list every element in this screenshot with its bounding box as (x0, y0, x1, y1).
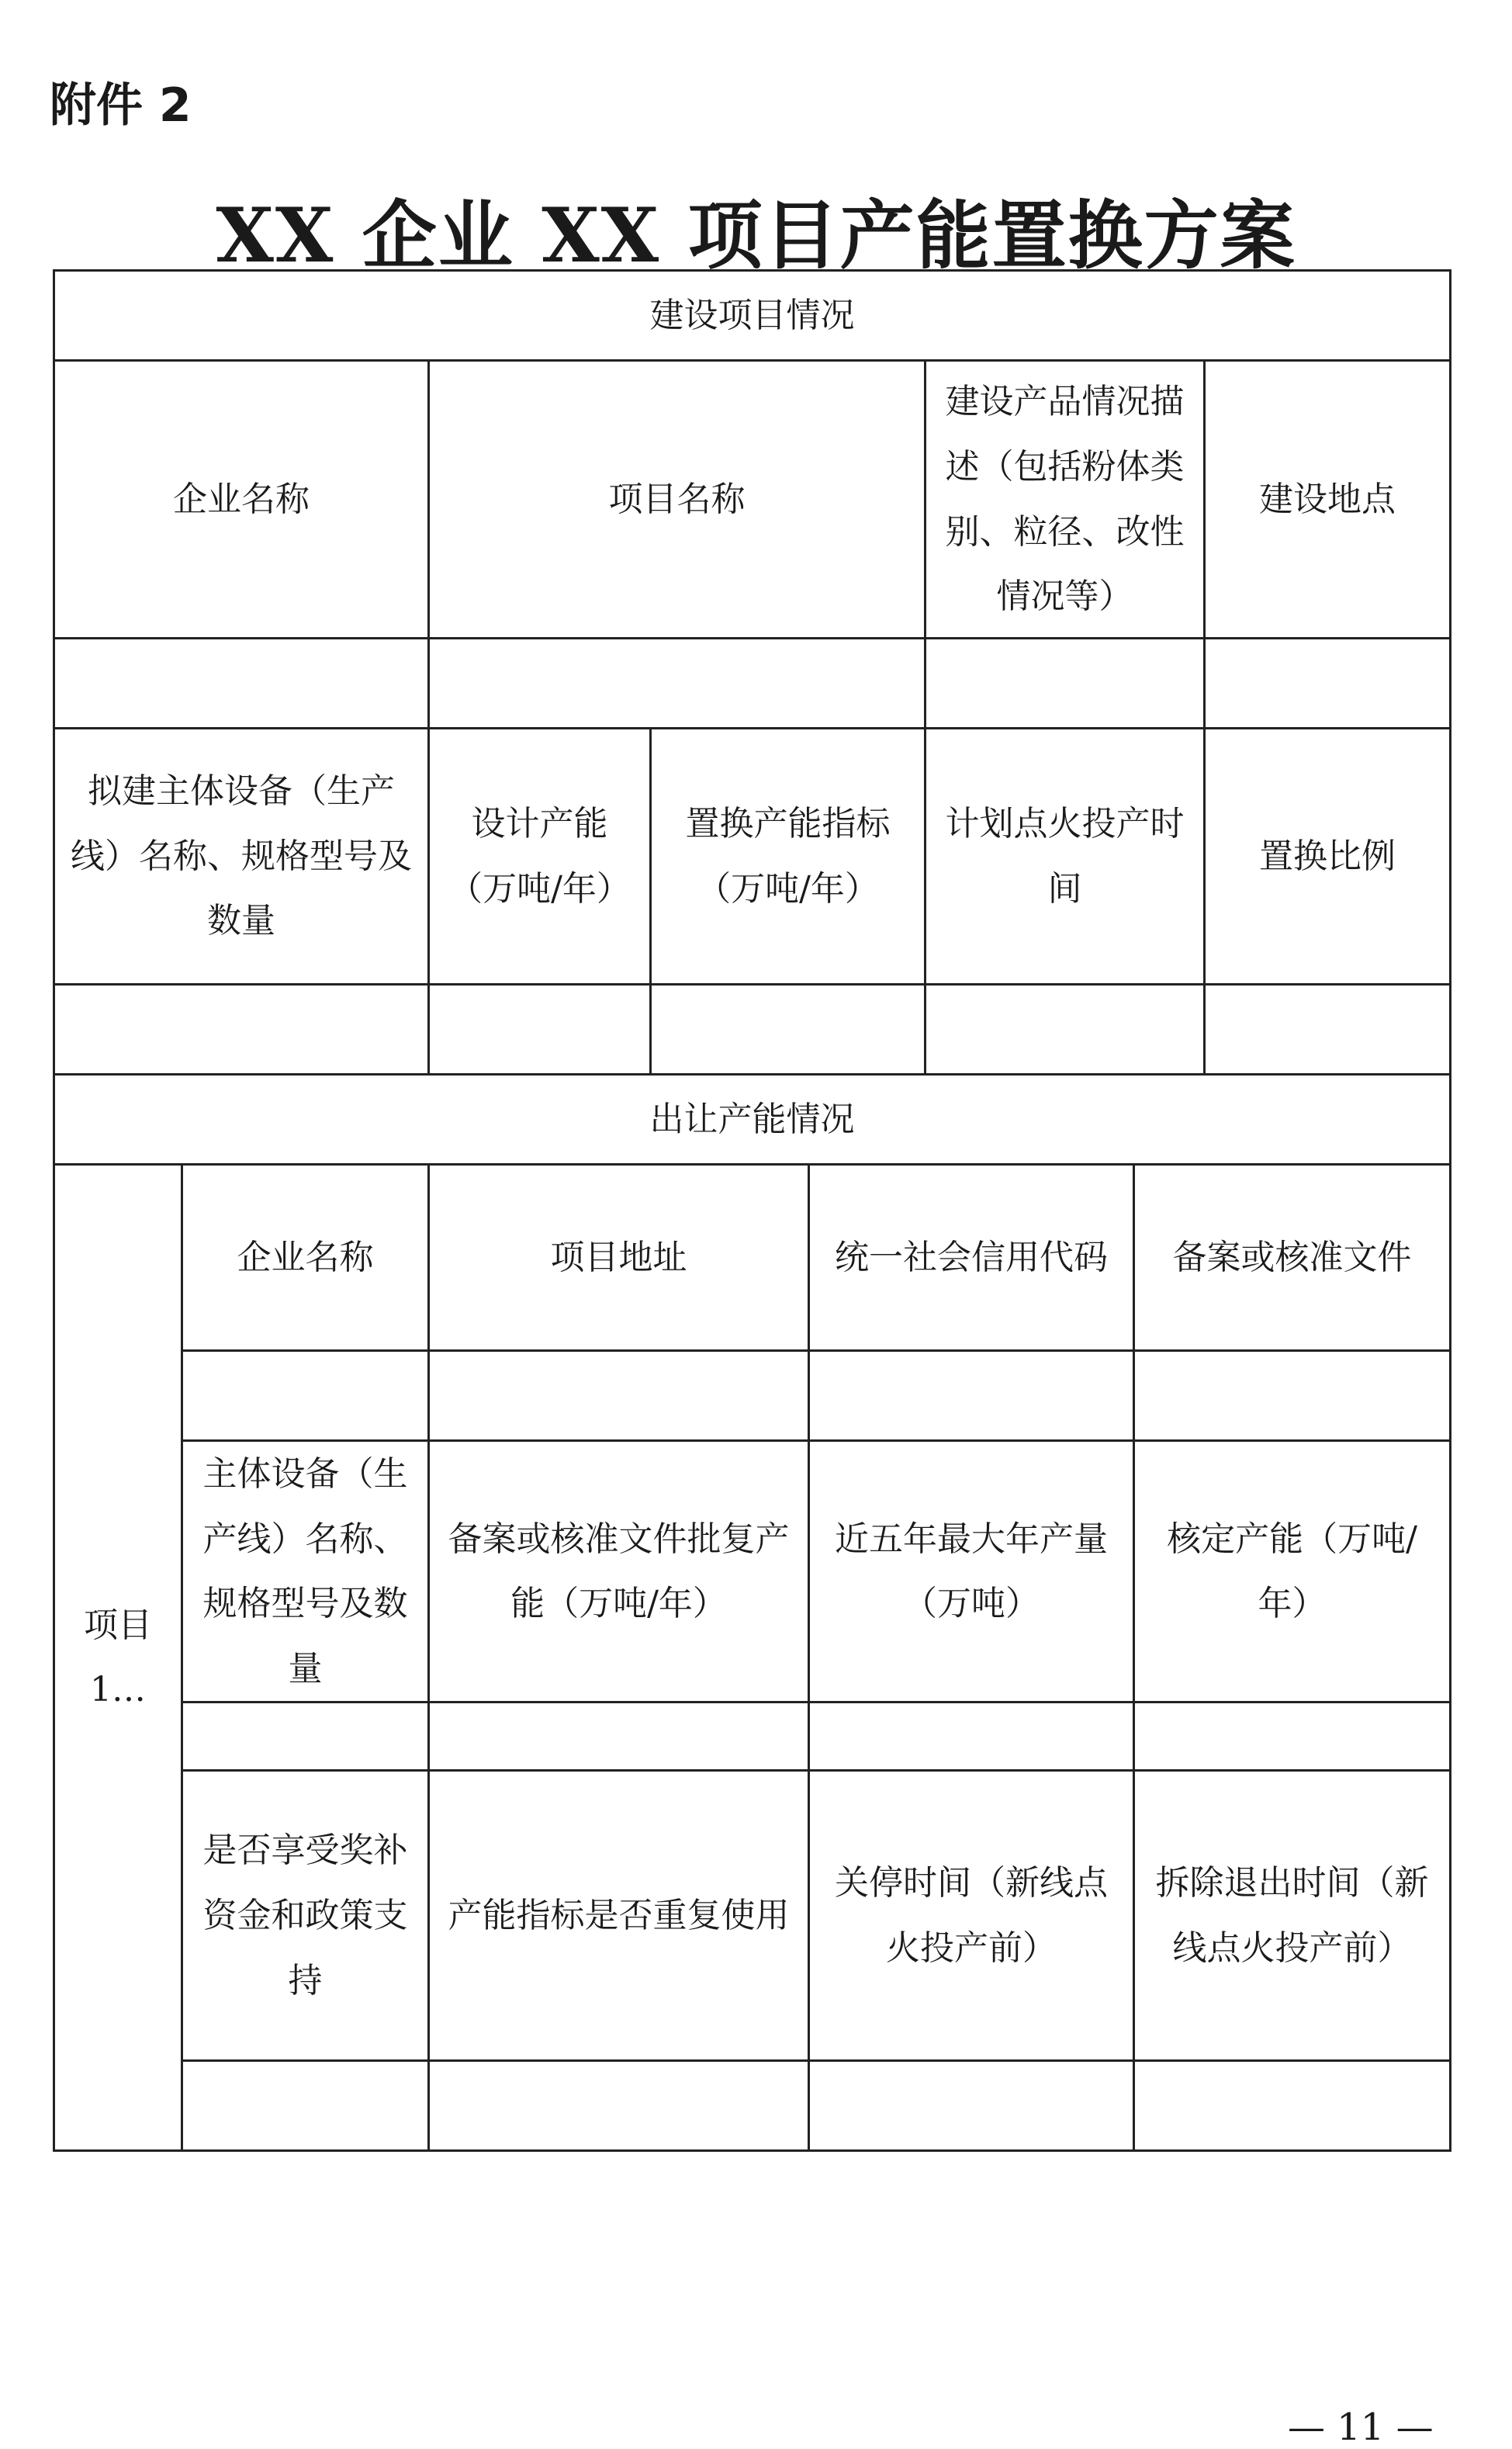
capacity-replacement-table (53, 269, 1451, 2152)
transfer-credit-code-header: 统一社会信用代码 (809, 1165, 1134, 1351)
transfer-approved-capacity-cell[interactable] (429, 1703, 809, 1771)
construction-location-header: 建设地点 (1205, 361, 1451, 639)
construction-ratio-header: 置换比例 (1205, 729, 1451, 985)
transfer-verified-capacity-header: 核定产能（万吨/年） (1134, 1441, 1451, 1703)
transfer-subsidy-cell[interactable] (182, 2061, 429, 2151)
construction-replacement-quota-cell[interactable] (651, 985, 926, 1075)
document-title: XX 企业 XX 项目产能置换方案 (216, 192, 1296, 279)
construction-ignition-time-header: 计划点火投产时间 (926, 729, 1205, 985)
transfer-company-name-header: 企业名称 (182, 1165, 429, 1351)
construction-equipment-cell[interactable] (54, 985, 429, 1075)
construction-ignition-time-cell[interactable] (926, 985, 1205, 1075)
construction-design-capacity-cell[interactable] (429, 985, 651, 1075)
transfer-section-title: 出让产能情况 (54, 1075, 1451, 1165)
transfer-reuse-header: 产能指标是否重复使用 (429, 1771, 809, 2061)
construction-equipment-header: 拟建主体设备（生产线）名称、规格型号及数量 (54, 729, 429, 985)
transfer-address-cell[interactable] (429, 1351, 809, 1441)
attachment-label: 附件 2 (50, 78, 192, 133)
transfer-approved-capacity-header: 备案或核准文件批复产能（万吨/年） (429, 1441, 809, 1703)
transfer-address-header: 项目地址 (429, 1165, 809, 1351)
transfer-subsidy-header: 是否享受奖补资金和政策支持 (182, 1771, 429, 2061)
construction-project-name-cell[interactable] (429, 639, 926, 729)
transfer-demolition-time-cell[interactable] (1134, 2061, 1451, 2151)
transfer-shutdown-time-header: 关停时间（新线点火投产前） (809, 1771, 1134, 2061)
construction-product-desc-header: 建设产品情况描述（包括粉体类别、粒径、改性情况等） (926, 361, 1205, 639)
transfer-max-output-header: 近五年最大年产量（万吨） (809, 1441, 1134, 1703)
construction-design-capacity-header: 设计产能（万吨/年） (429, 729, 651, 985)
construction-ratio-cell[interactable] (1205, 985, 1451, 1075)
construction-company-name-header: 企业名称 (54, 361, 429, 639)
transfer-credit-code-cell[interactable] (809, 1351, 1134, 1441)
transfer-shutdown-time-cell[interactable] (809, 2061, 1134, 2151)
transfer-company-name-cell[interactable] (182, 1351, 429, 1441)
transfer-filing-doc-cell[interactable] (1134, 1351, 1451, 1441)
construction-section-title: 建设项目情况 (54, 271, 1451, 361)
transfer-equipment-header: 主体设备（生产线）名称、规格型号及数量 (182, 1441, 429, 1703)
transfer-filing-doc-header: 备案或核准文件 (1134, 1165, 1451, 1351)
project-label: 项目1… (54, 1165, 182, 2151)
page-number: — 11 — (1288, 2406, 1434, 2449)
construction-location-cell[interactable] (1205, 639, 1451, 729)
transfer-reuse-cell[interactable] (429, 2061, 809, 2151)
transfer-max-output-cell[interactable] (809, 1703, 1134, 1771)
construction-company-name-cell[interactable] (54, 639, 429, 729)
transfer-demolition-time-header: 拆除退出时间（新线点火投产前） (1134, 1771, 1451, 2061)
transfer-verified-capacity-cell[interactable] (1134, 1703, 1451, 1771)
transfer-equipment-cell[interactable] (182, 1703, 429, 1771)
construction-project-name-header: 项目名称 (429, 361, 926, 639)
construction-replacement-quota-header: 置换产能指标（万吨/年） (651, 729, 926, 985)
construction-product-desc-cell[interactable] (926, 639, 1205, 729)
